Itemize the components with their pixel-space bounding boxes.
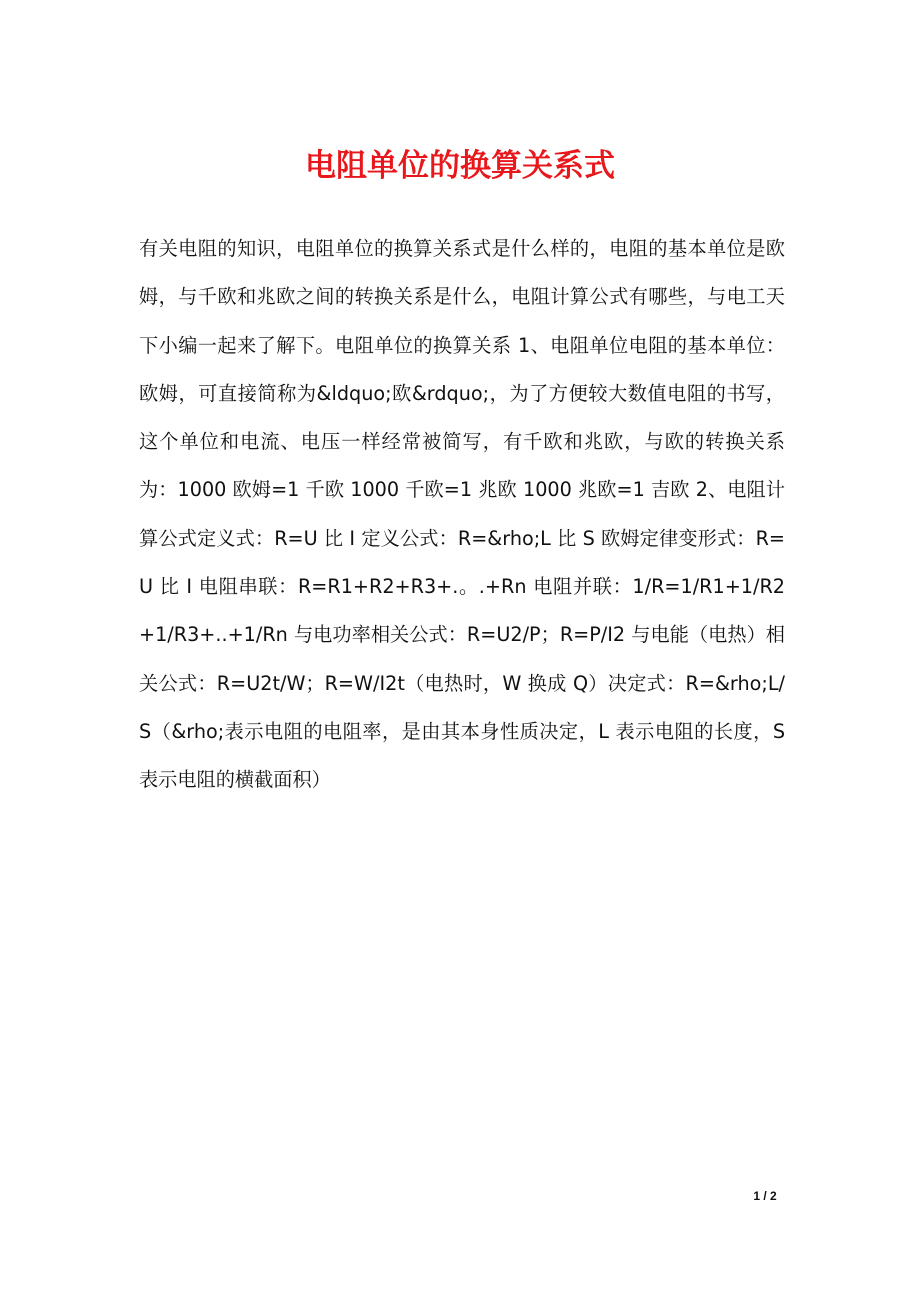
document-body-paragraph: 有关电阻的知识，电阻单位的换算关系式是什么样的，电阻的基本单位是欧姆，与千欧和兆欧之间的转换关系是什么，电阻计算公式有哪些，与电工天下小编一起来了解下。电阻单位的换算关系 1、电阻单位电阻的基本单位：欧姆，可直接简称为&ldquo;欧&rdquo;，为了方便较大数值电阻的书写，这个单位和电流、电压一样经常被简写，有千欧和兆欧，与欧的转换关系为：1000 欧姆=1 千欧 1000 千欧=1 兆欧 1000 兆欧=1 吉欧 2、电阻计算公式定义式：R=U 比 I 定义公式：R=&rho;L 比 S 欧姆定律变形式：R=U 比 I 电阻串联：R=R1+R2+R3+.。.+Rn 电阻并联：1/R=1/R1+1/R2+1/R3+..+1/Rn 与电功率相关公式：R=U2/P；R=P/I2 与电能（电热）相关公式：R=U2t/W；R=W/I2t（电热时，W 换成 Q）决定式：R=&rho;L/S（&rho;表示电阻的电阻率，是由其本身性质决定，L 表示电阻的长度，S 表示电阻的横截面积） <box>139 237 785 792</box>
document-title: 电阻单位的换算关系式 <box>305 148 615 184</box>
page-number: 1 / 2 <box>753 1189 777 1203</box>
